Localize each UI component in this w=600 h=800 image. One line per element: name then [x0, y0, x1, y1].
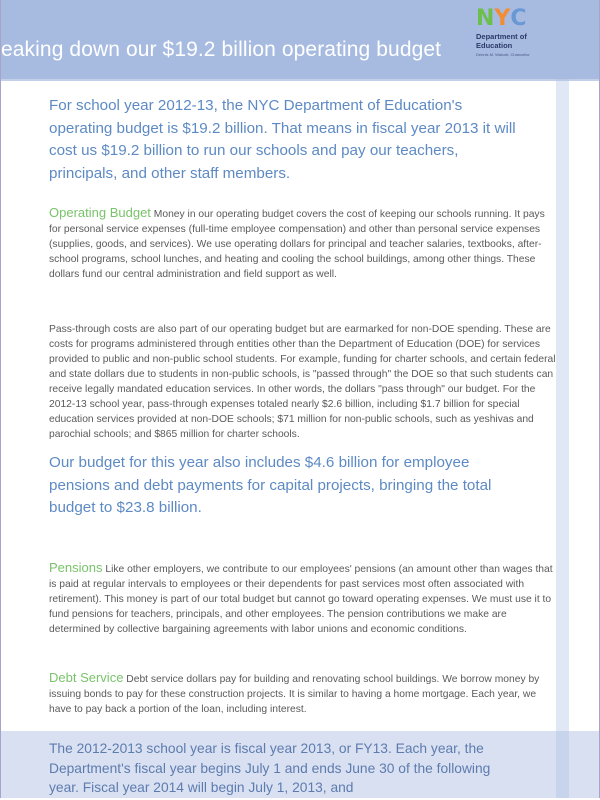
pass-through-paragraph: Pass-through costs are also part of our operating budget but are earmarked for non-DOE spending. These are costs for programs administered through entities other than the Department of Education (DOE) for services provided to public and non-public school students. For example, funding for charter schools, and certain federal and state dollars due to students in non-public schools, is "passed through" the DOE so that such students can receive legally mandated education services. In other words, the dollars "pass through" our budget. For the 2012-13 school year, pass-through expenses totaled nearly $2.6 billion, including $1.7 billion for special education services provided at non-DOE schools; $71 million for non-public schools, such as yeshivas and parochial schools; and $865 million for charter schools.: [49, 324, 556, 440]
intro-lead: For school year 2012-13, the NYC Department of Education's operating budget is $19.2 billion. That means in fiscal year 2013 it will cost us $19.2 billion to run our schools and pay our teachers, principals, and other staff members.: [49, 97, 516, 182]
nyc-doe-logo: [476, 6, 556, 57]
pensions-text: Like other employers, we contribute to our employees' pensions (an amount other than wages that is paid at regular intervals to employees or their dependents for past services most often associated with retirement). This money is part of our total budget but cannot go toward operating expenses. We must use it to fund pensions for teachers, principals, and other employees. The pension contributions we make are determined by collective bargaining agreements with labor unions and economic conditions.: [49, 564, 553, 635]
operating-budget-label: Operating Budget: [49, 205, 151, 220]
fiscal-year-text: The 2012-2013 school year is fiscal year 2013, or FY13. Each year, the Department's fiscal year begins July 1 and ends June 30 of the following year. Fiscal year 2014 will begin July 1, 2013, and: [49, 741, 491, 795]
main-content: [49, 95, 569, 715]
logo-chancellor: Dennis M. Walcott, Chancellor: [476, 52, 530, 57]
debt-service-text: Debt service dollars pay for building and renovating school buildings. We borrow money by issuing bonds to pay for these construction projects. It is similar to having a home mortgage. Each year, we have to pay back a portion of the loan, including interest.: [49, 674, 540, 715]
operating-budget-paragraph: [49, 205, 559, 282]
debt-service-paragraph: [49, 670, 559, 717]
operating-budget-text: Money in our operating budget covers the cost of keeping our schools running. It pays for personal service expenses (full-time employee compensation) and other than personal service expenses (supplies, goods, and services). We use operating dollars for principal and teacher salaries, textbooks, after-school programs, school lunches, and heating and cooling the school buildings, among other things. These dollars fund our central administration and field support as well.: [49, 209, 545, 280]
decorative-vertical-strip: [556, 0, 569, 798]
logo-letter-n: N: [476, 6, 494, 31]
logo-letter-c: C: [510, 6, 526, 31]
logo-letter-y: Y: [494, 6, 510, 31]
page-title: eaking down our $19.2 billion operating budget: [1, 38, 442, 61]
debt-service-label: Debt Service: [49, 670, 124, 685]
logo-department: Department of Education: [476, 32, 527, 50]
nyc-logo-icon: [476, 6, 556, 31]
total-budget-lead: Our budget for this year also includes $4.6 billion for employee pensions and debt payments for capital projects, bringing the total budget to $23.8 billion.: [49, 454, 492, 516]
page-header: [1, 0, 600, 81]
pensions-label: Pensions: [49, 560, 103, 575]
pensions-paragraph: [49, 560, 559, 637]
fiscal-year-callout: [1, 731, 600, 798]
